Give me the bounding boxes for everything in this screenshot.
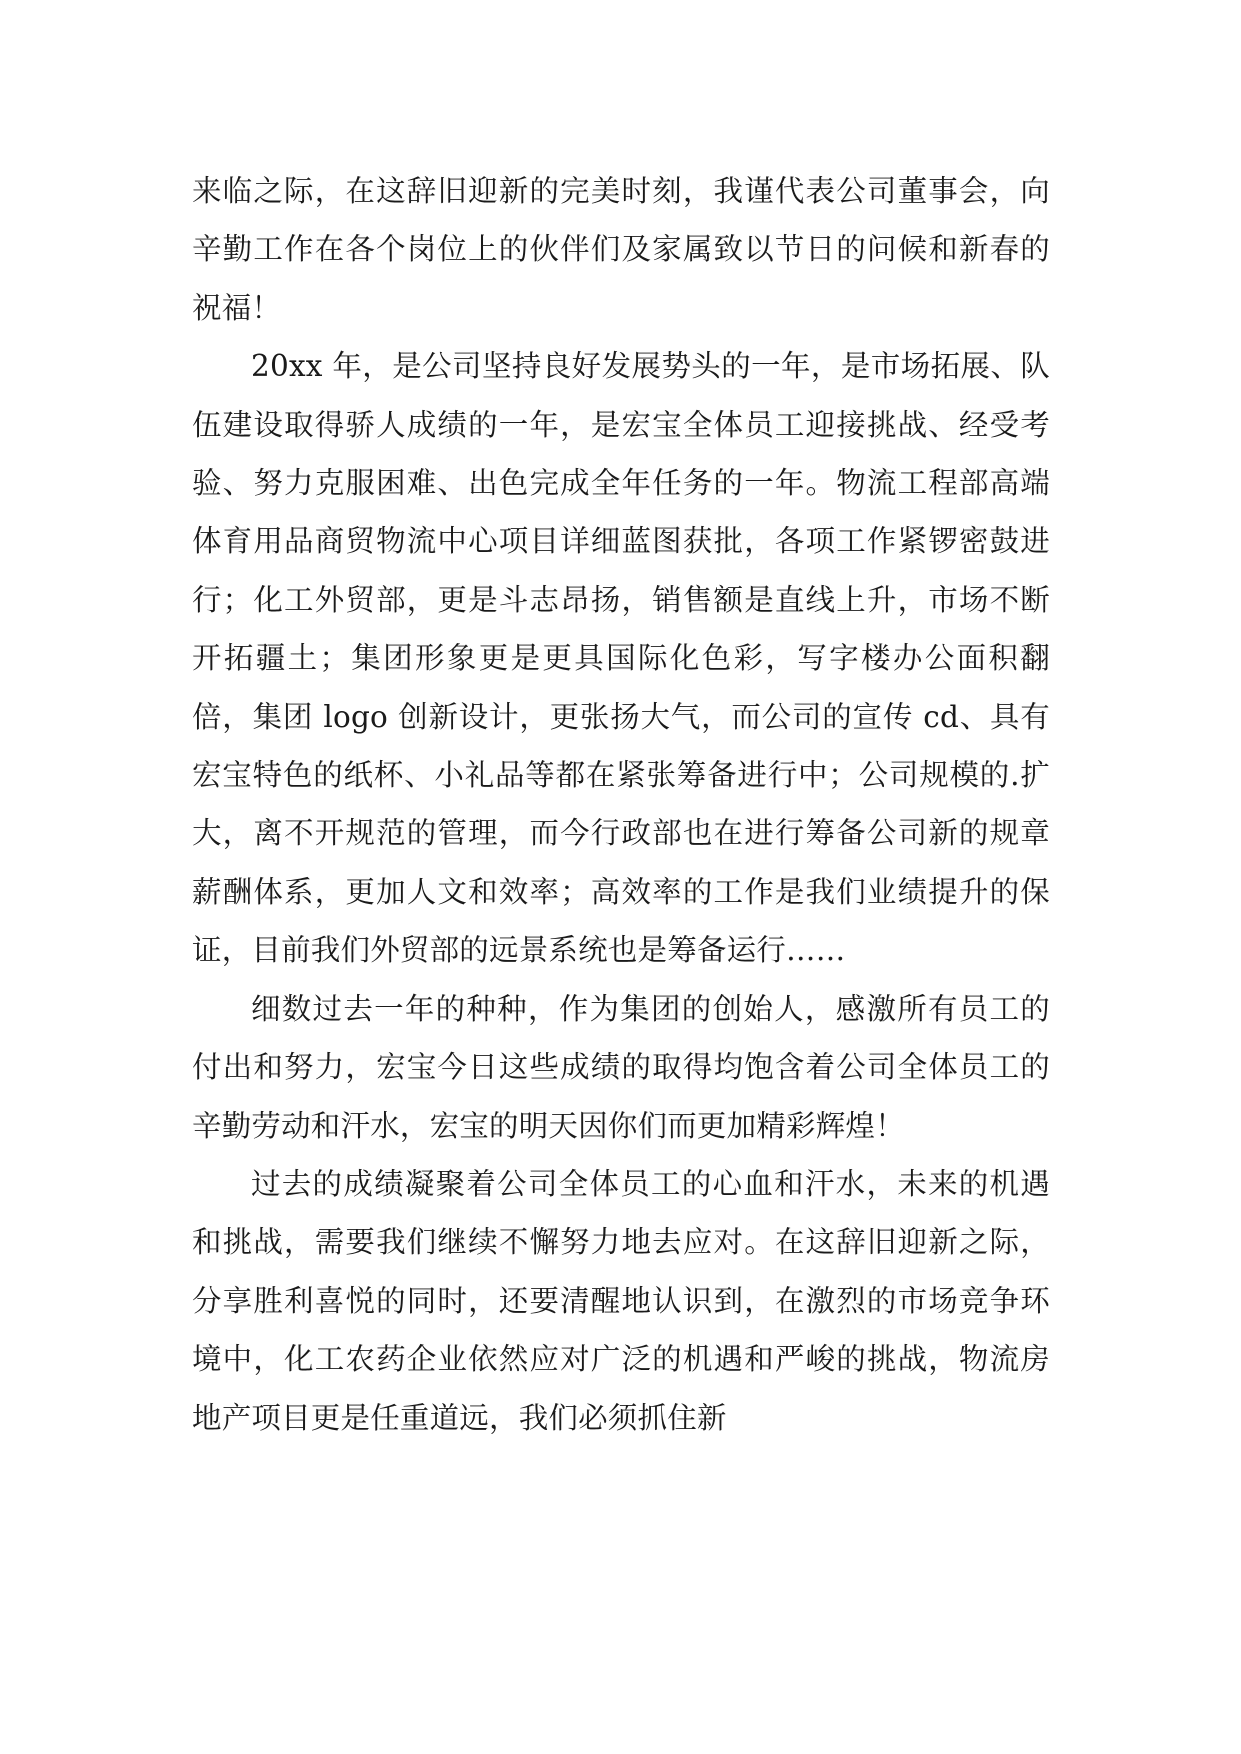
paragraph-gratitude: 细数过去一年的种种，作为集团的创始人，感激所有员工的付出和努力，宏宝今日这些成绩的取得均饱含着公司全体员工的辛勤劳动和汗水，宏宝的明天因你们而更加精彩辉煌！ — [192, 991, 1050, 1143]
paragraph-annual-review: 20xx 年，是公司坚持良好发展势头的一年，是市场拓展、队伍建设取得骄人成绩的一年，是宏宝全体员工迎接挑战、经受考验、努力克服困难、出色完成全年任务的一年。物流工程部高端体育用品商贸物流中心项目详细蓝图获批，各项工作紧锣密鼓进行；化工外贸部，更是斗志昂扬，销售额是直线上升，市场不断开拓疆土；集团形象更是更具国际化色彩，写字楼办公面积翻倍，集团 logo 创新设计，更张扬大气，而公司的宣传 cd、具有宏宝特色的纸杯、小礼品等都在紧张筹备进行中；公司规模的.扩大，离不开规范的管理，而今行政部也在进行筹备公司新的规章薪酬体系，更加人文和效率；高效率的工作是我们业绩提升的保证，目前我们外贸部的远景系统也是筹备运行…… — [192, 349, 1050, 968]
paragraph-outlook: 过去的成绩凝聚着公司全体员工的心血和汗水，未来的机遇和挑战，需要我们继续不懈努力地去应对。在这辞旧迎新之际，分享胜利喜悦的同时，还要清醒地认识到，在激烈的市场竞争环境中，化工农药企业依然应对广泛的机遇和严峻的挑战，物流房地产项目更是任重道远，我们必须抓住新 — [192, 1166, 1050, 1435]
paragraph-continuation: 来临之际，在这辞旧迎新的完美时刻，我谨代表公司董事会，向辛勤工作在各个岗位上的伙伴们及家属致以节日的问候和新春的祝福！ — [192, 174, 1050, 325]
body-text — [192, 162, 1050, 1447]
